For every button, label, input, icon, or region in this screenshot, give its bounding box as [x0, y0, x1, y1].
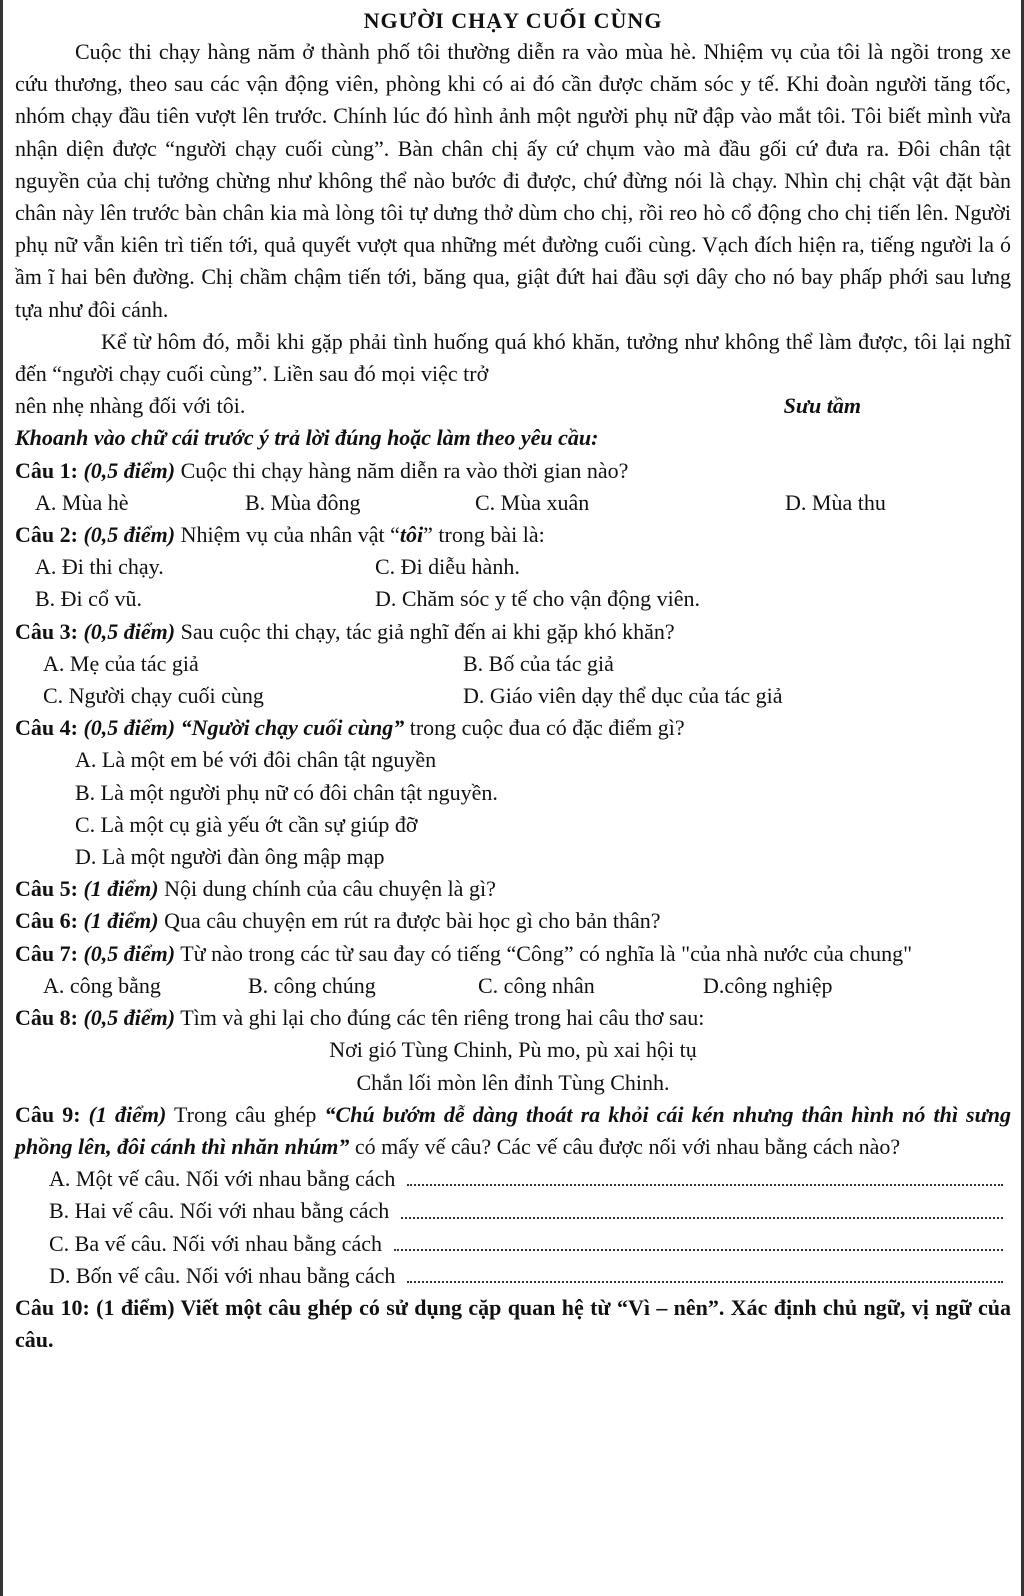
question-text: Nhiệm vụ của nhân vật “	[175, 522, 400, 548]
option-c[interactable]: C. Người chạy cuối cùng	[43, 683, 264, 709]
option-d[interactable]: D.công nghiệp	[703, 972, 833, 998]
story-title: NGƯỜI CHẠY CUỐI CÙNG	[363, 8, 663, 33]
question-3	[15, 616, 1011, 648]
fill-line-d	[15, 1260, 1011, 1292]
question-points: (0,5 điểm)	[83, 940, 176, 966]
question-points: (1 điểm)	[83, 908, 159, 934]
question-label: Câu 10:	[15, 1294, 90, 1320]
question-text: Nội dung chính của câu chuyện là gì?	[158, 876, 496, 902]
option-a[interactable]: A. Mùa hè	[35, 489, 129, 515]
fill-line-c	[15, 1228, 1011, 1260]
question-5	[15, 873, 1011, 905]
question-points: (1 điểm)	[83, 876, 159, 902]
option-d: D. Bốn vế câu. Nối với nhau bằng cách	[49, 1262, 396, 1288]
option-b: B. Hai vế câu. Nối với nhau bằng cách	[49, 1198, 390, 1224]
question-text: Viết một câu ghép có sử dụng cặp quan hệ từ “Vì – nên”. Xác định chủ ngữ, vị ngữ của câu.	[15, 1294, 1012, 1353]
question-9	[15, 1099, 1011, 1163]
instruction: Khoanh vào chữ cái trước ý trả lời đúng hoặc làm theo yêu cầu:	[15, 425, 599, 451]
option-d[interactable]: D. Chăm sóc y tế cho vận động viên.	[375, 586, 701, 612]
fill-line-b	[15, 1195, 1011, 1227]
answer-blank-a[interactable]	[407, 1163, 1003, 1186]
story-paragraph-2-end: nên nhẹ nhàng đối với tôi.	[15, 393, 246, 419]
answer-blank-b[interactable]	[401, 1195, 1003, 1218]
option-b[interactable]: B. Mùa đông	[245, 489, 361, 515]
question-label: Câu 9:	[15, 1101, 81, 1127]
story-paragraph-1: Cuộc thi chạy hàng năm ở thành phố tôi thường diễn ra vào mùa hè. Nhiệm vụ của tôi là ngồi trong xe cứu thương, theo sau các vận động viên, phòng khi có ai đó cần được chăm sóc y tế. Khi đoàn người tăng tốc, nhóm chạy đầu tiên vượt lên trước. Chính lúc đó hình ảnh một người phụ nữ đập vào mắt tôi. Tôi biết mình vừa nhận diện được “người chạy cuối cùng”. Bàn chân chị ấy cứ chụm vào mà đầu gối cứ đưa ra. Đôi chân tật nguyền của chị tưởng chừng như không thể nào bước đi được, chứ đừng nói là chạy. Nhìn chị chật vật đặt bàn chân này lên trước bàn chân kia mà lòng tôi tự dưng thở dùm cho chị, rồi reo hò cổ động cho chị tiến lên. Người phụ nữ vẫn kiên trì tiến tới, quả quyết vượt qua những mét đường cuối cùng. Vạch đích hiện ra, tiếng người la ó ầm ĩ hai bên đường. Chị chầm chậm tiến tới, băng qua, giật đứt hai đầu sợi dây cho nó bay phấp phới sau lưng tựa như đôi cánh.	[15, 39, 1011, 322]
question-label: Câu 7:	[15, 940, 78, 966]
option-a[interactable]: A. Mẹ của tác giả	[43, 650, 199, 676]
answer-blank-c[interactable]	[394, 1228, 1003, 1251]
question-text: Qua câu chuyện em rút ra được bài học gì cho bản thân?	[158, 908, 661, 934]
option-d[interactable]: D. Giáo viên dạy thể dục của tác giả	[463, 683, 783, 709]
answer-blank-d[interactable]	[407, 1260, 1003, 1283]
question-1	[15, 455, 1011, 487]
question-label: Câu 3:	[15, 618, 78, 644]
question-emphasis: “Chú bướm dễ dàng thoát ra khỏi cái kén nhưng thân hình nó thì sưng phồng lên, đôi cánh thì nhăn nhúm”	[15, 1101, 1011, 1159]
option-d[interactable]: D. Mùa thu	[785, 489, 886, 515]
question-points: (1 điểm)	[88, 1101, 167, 1127]
option-c[interactable]: C. Là một cụ già yếu ớt cần sự giúp đỡ	[75, 811, 418, 837]
question-4-options	[15, 744, 1011, 873]
question-label: Câu 8:	[15, 1005, 78, 1031]
question-text: Cuộc thi chạy hàng năm diễn ra vào thời gian nào?	[175, 457, 629, 483]
story-paragraph-2: Kể từ hôm đó, mỗi khi gặp phải tình huống quá khó khăn, tưởng như không thể làm được, tôi lại nghĩ đến “người chạy cuối cùng”. Liền sau đó mọi việc trở	[15, 328, 1011, 387]
question-text: Từ nào trong các từ sau đay có tiếng “Công” có nghĩa là "của nhà nước của chung"	[175, 940, 913, 966]
question-label: Câu 4:	[15, 715, 78, 741]
option-b[interactable]: B. Đi cổ vũ.	[35, 586, 142, 612]
question-points: (1 điểm)	[96, 1294, 175, 1320]
option-b[interactable]: B. Là một người phụ nữ có đôi chân tật nguyền.	[75, 779, 498, 805]
question-points: (0,5 điểm)	[83, 618, 176, 644]
question-text-after: ” trong bài là:	[423, 522, 545, 548]
question-7-options	[15, 970, 1011, 1002]
question-emphasis: tôi	[399, 522, 424, 548]
question-text: Trong câu ghép	[166, 1101, 325, 1127]
option-c: C. Ba vế câu. Nối với nhau bằng cách	[49, 1230, 382, 1256]
question-2	[15, 519, 1011, 551]
question-label: Câu 2:	[15, 522, 78, 548]
question-1-options	[15, 487, 1011, 519]
question-7	[15, 938, 1011, 970]
question-8	[15, 1002, 1011, 1034]
story-source: Sưu tầm	[783, 393, 861, 419]
poem-line-2: Chắn lối mòn lên đỉnh Tùng Chinh.	[356, 1069, 670, 1095]
option-c[interactable]: C. công nhân	[478, 972, 595, 998]
option-b[interactable]: B. công chúng	[248, 972, 376, 998]
question-4	[15, 712, 1011, 744]
question-label: Câu 6:	[15, 908, 78, 934]
option-c[interactable]: C. Mùa xuân	[475, 489, 590, 515]
option-c[interactable]: C. Đi diễu hành.	[375, 554, 520, 580]
story-paragraph-2-end-line	[15, 390, 1011, 422]
question-2-options	[15, 551, 1011, 615]
question-text: Tìm và ghi lại cho đúng các tên riêng trong hai câu thơ sau:	[175, 1005, 705, 1031]
question-points: (0,5 điểm)	[83, 1005, 176, 1031]
question-6	[15, 905, 1011, 937]
question-emphasis: “Người chạy cuối cùng”	[175, 715, 405, 741]
question-label: Câu 1:	[15, 457, 78, 483]
fill-line-a	[15, 1163, 1011, 1195]
question-text: Sau cuộc thi chạy, tác giả nghĩ đến ai khi gặp khó khăn?	[175, 618, 675, 644]
question-10	[15, 1292, 1011, 1356]
question-3-options	[15, 648, 1011, 712]
question-text-after: có mấy vế câu? Các vế câu được nối với nhau bằng cách nào?	[349, 1133, 901, 1159]
option-d[interactable]: D. Là một người đàn ông mập mạp	[75, 844, 385, 870]
question-points: (0,5 điểm)	[83, 715, 176, 741]
option-b[interactable]: B. Bố của tác giả	[463, 650, 614, 676]
option-a: A. Một vế câu. Nối với nhau bằng cách	[49, 1166, 396, 1192]
option-a[interactable]: A. công bằng	[43, 972, 161, 998]
poem-line-1: Nơi gió Tùng Chinh, Pù mo, pù xai hội tụ	[329, 1037, 697, 1063]
question-points: (0,5 điểm)	[83, 522, 176, 548]
question-label: Câu 5:	[15, 876, 78, 902]
question-points: (0,5 điểm)	[83, 457, 176, 483]
question-text: trong cuộc đua có đặc điểm gì?	[404, 715, 685, 741]
option-a[interactable]: A. Là một em bé với đôi chân tật nguyền	[75, 747, 437, 773]
option-a[interactable]: A. Đi thi chạy.	[35, 554, 164, 580]
